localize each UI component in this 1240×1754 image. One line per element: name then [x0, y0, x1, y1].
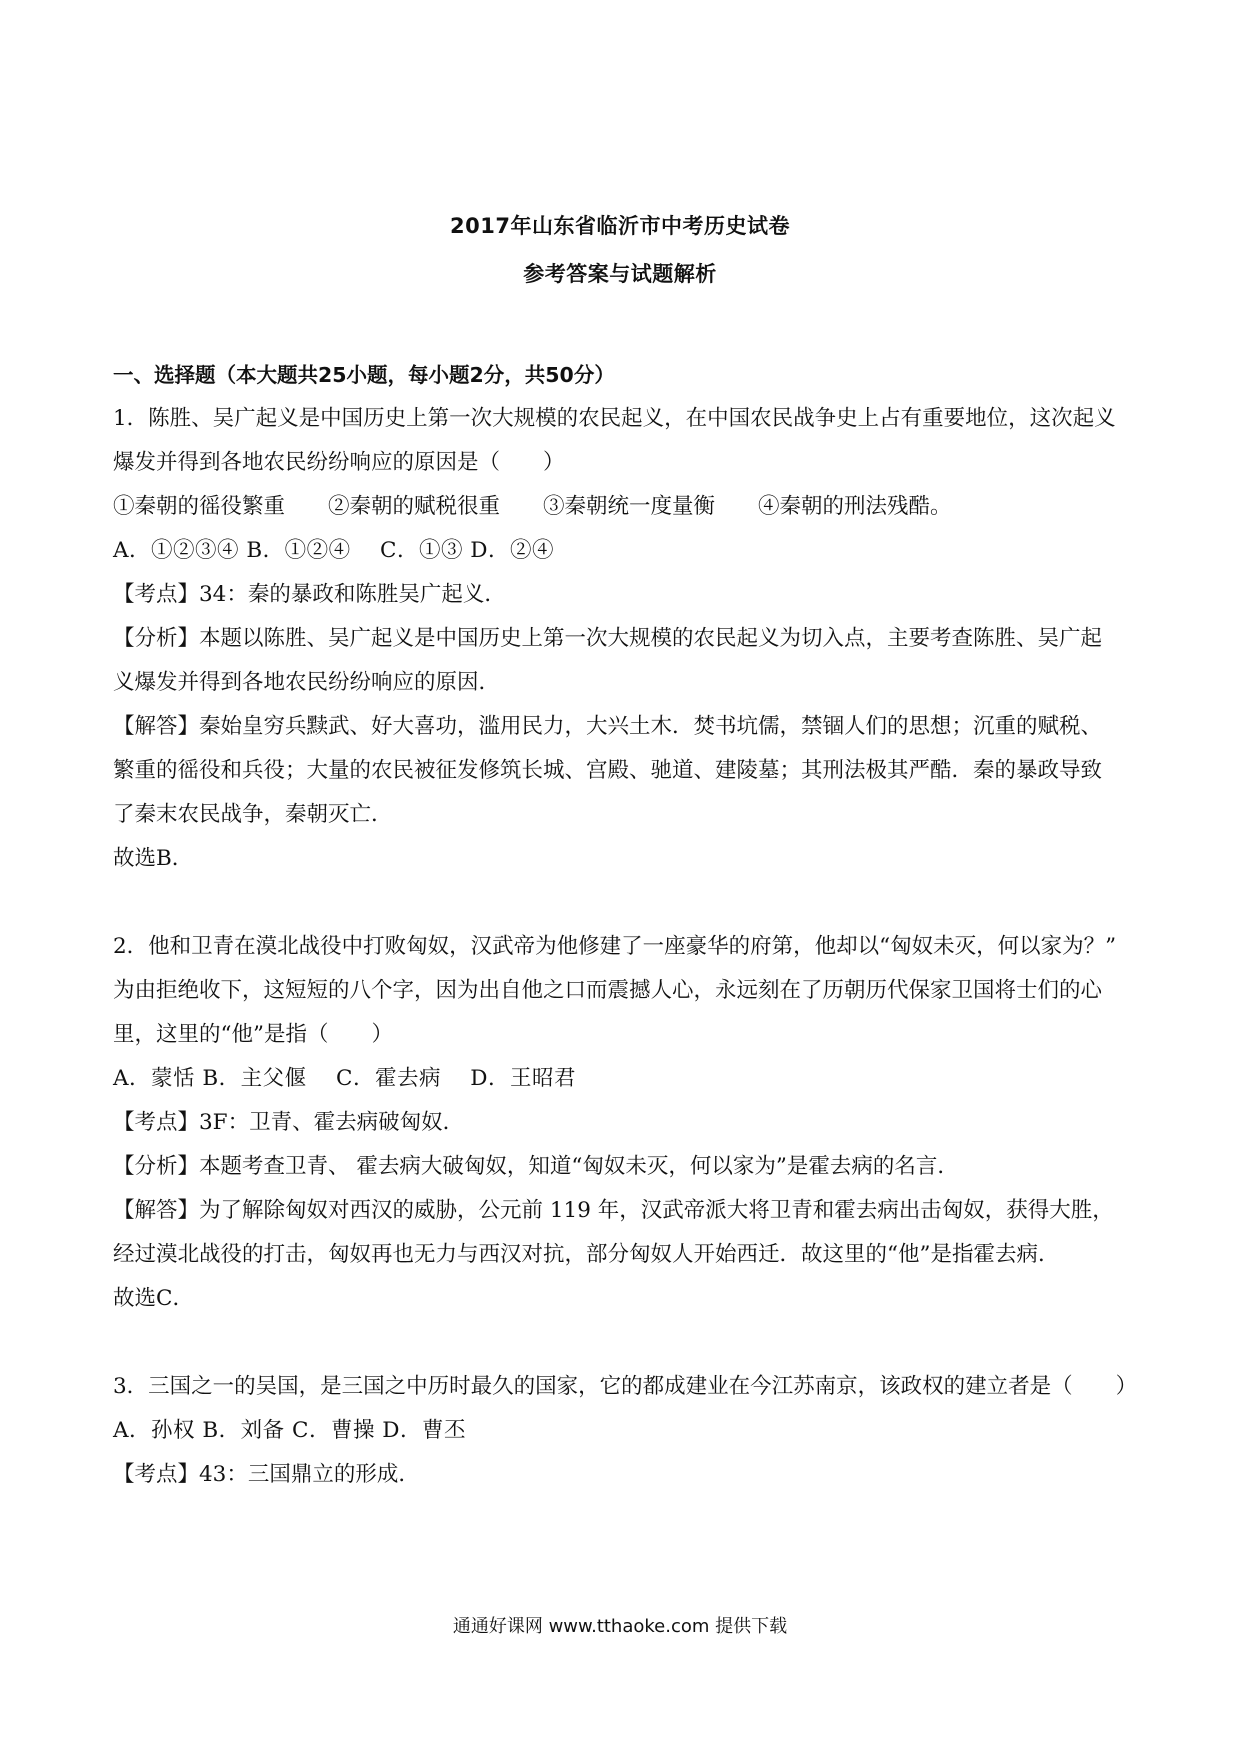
q2-answer: 故选C．	[113, 1286, 194, 1311]
q3-stem: 3．三国之一的吴国，是三国之中历时最久的国家，它的都成建业在今江苏南京，该政权的建立者是（ ）	[113, 1374, 1138, 1399]
q1-kaodian: 【考点】34：秦的暴政和陈胜吴广起义．	[113, 582, 506, 607]
page-title: 2017年山东省临沂市中考历史试卷	[450, 214, 790, 238]
q3-kaodian: 【考点】43：三国鼎立的形成．	[113, 1462, 420, 1487]
page-subtitle: 参考答案与试题解析	[523, 262, 717, 286]
q1-fenxi-line1: 【分析】本题以陈胜、吴广起义是中国历史上第一次大规模的农民起义为切入点，主要考查陈胜、吴广起	[113, 626, 1103, 651]
q2-jieda-line1: 【解答】为了解除匈奴对西汉的威胁，公元前 119 年，汉武帝派大将卫青和霍去病出击匈奴，获得大胜，	[113, 1198, 1114, 1223]
q2-jieda-line2: 经过漠北战役的打击，匈奴再也无力与西汉对抗，部分匈奴人开始西迁．故这里的“他”是指霍去病．	[113, 1242, 1060, 1267]
q1-fenxi-line2: 义爆发并得到各地农民纷纷响应的原因．	[113, 670, 501, 695]
q1-stem-line2: 爆发并得到各地农民纷纷响应的原因是（ ）	[113, 450, 565, 475]
q3-options: A．孙权 B．刘备 C．曹操 D．曹丕	[113, 1418, 467, 1443]
document-body	[113, 353, 1138, 1497]
page-footer: 通通好课网 www.tthaoke.com 提供下载	[452, 1616, 788, 1637]
q2-kaodian: 【考点】3F：卫青、霍去病破匈奴．	[113, 1110, 465, 1135]
q1-answer: 故选B．	[113, 846, 194, 871]
q1-jieda-line1: 【解答】秦始皇穷兵黩武、好大喜功，滥用民力，大兴土木．焚书坑儒，禁锢人们的思想；沉重的赋税、	[113, 714, 1103, 739]
q1-jieda-line3: 了秦末农民战争，秦朝灭亡．	[113, 802, 393, 827]
q2-stem-line1: 2．他和卫青在漠北战役中打败匈奴，汉武帝为他修建了一座豪华的府第，他却以“匈奴未灭，何以家为？”	[113, 934, 1117, 959]
section-heading: 一、选择题（本大题共25小题，每小题2分，共50分）	[113, 363, 615, 387]
q2-stem-line2: 为由拒绝收下，这短短的八个字，因为出自他之口而震撼人心，永远刻在了历朝历代保家卫国将士们的心	[113, 978, 1103, 1003]
spacer	[113, 1321, 1133, 1365]
q2-fenxi: 【分析】本题考查卫青、 霍去病大破匈奴，知道“匈奴未灭，何以家为”是霍去病的名言．	[113, 1154, 959, 1179]
spacer	[113, 881, 1133, 925]
q1-items: ①秦朝的徭役繁重 ②秦朝的赋税很重 ③秦朝统一度量衡 ④秦朝的刑法残酷。	[113, 494, 952, 519]
q1-options: A．①②③④ B．①②④ C．①③ D．②④	[113, 538, 555, 563]
q1-stem-line1: 1．陈胜、吴广起义是中国历史上第一次大规模的农民起义，在中国农民战争史上占有重要地位，这次起义	[113, 406, 1116, 431]
q2-stem-line3: 里，这里的“他”是指（ ）	[113, 1022, 393, 1047]
q2-options: A．蒙恬 B．主父偃 C．霍去病 D．王昭君	[113, 1066, 577, 1091]
q1-jieda-line2: 繁重的徭役和兵役；大量的农民被征发修筑长城、宫殿、驰道、建陵墓；其刑法极其严酷．秦的暴政导致	[113, 758, 1103, 783]
